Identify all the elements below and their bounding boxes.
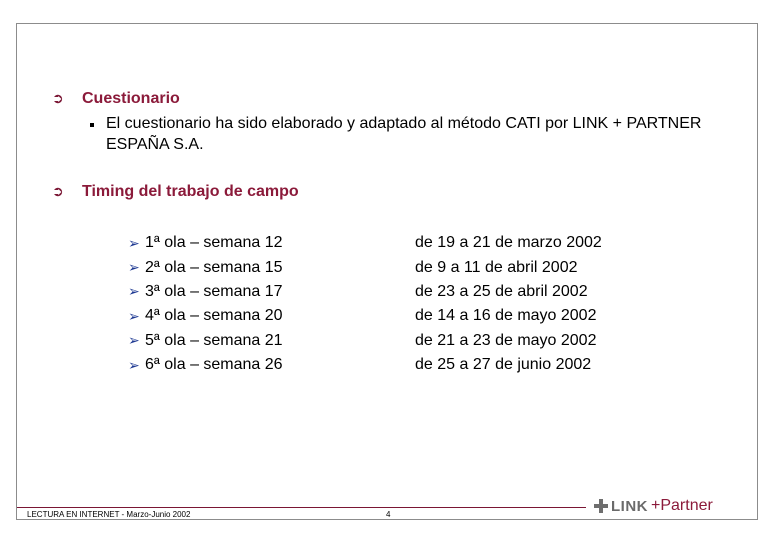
arrow-bullet-icon: ➢ [128,332,140,349]
wave-dates: de 19 a 21 de marzo 2002 [415,234,602,252]
page-number: 4 [386,510,391,519]
footer-divider [17,507,586,508]
wave-dates: de 25 a 27 de junio 2002 [415,356,592,374]
questionnaire-item [88,113,748,155]
arrow-bullet-icon: ➢ [128,234,140,251]
square-bullet-icon [88,113,106,133]
wave-dates: de 23 a 25 de abril 2002 [415,282,588,300]
wave-row [128,231,602,255]
wave-schedule [128,231,602,377]
arrow-bullet-icon: ➢ [128,283,140,300]
wave-row [128,329,602,353]
arrow-bullet-icon: ➢ [128,356,140,373]
wave-dates: de 9 a 11 de abril 2002 [415,258,578,276]
section-cuestionario [52,90,180,108]
wave-label: 2ª ola – semana 15 [145,258,283,276]
logo-cross-icon [594,499,608,513]
wave-dates: de 14 a 16 de mayo 2002 [415,307,597,325]
footer-title: LECTURA EN INTERNET - Marzo-Junio 2002 [27,510,191,519]
wave-label: 3ª ola – semana 17 [145,282,283,300]
section-title: Timing del trabajo de campo [82,183,299,200]
section-bullet-icon: ➲ [52,183,64,199]
wave-label: 1ª ola – semana 12 [145,234,283,252]
section-timing [52,183,299,201]
wave-row [128,255,602,279]
arrow-bullet-icon: ➢ [128,307,140,324]
wave-label: 6ª ola – semana 26 [145,356,283,374]
arrow-bullet-icon: ➢ [128,259,140,276]
wave-row [128,280,602,304]
link-partner-logo [594,496,713,516]
section-bullet-icon: ➲ [52,90,64,106]
logo-partner-text: +Partner [651,497,713,514]
wave-row [128,304,602,328]
wave-dates: de 21 a 23 de mayo 2002 [415,331,597,349]
section-title: Cuestionario [82,90,180,107]
questionnaire-text: El cuestionario ha sido elaborado y adaptado al método CATI por LINK + PARTNER ESPAÑA S.A. [106,115,702,153]
wave-label: 5ª ola – semana 21 [145,331,283,349]
logo-link-text: LINK [611,497,648,515]
wave-row [128,353,602,377]
wave-label: 4ª ola – semana 20 [145,307,283,325]
